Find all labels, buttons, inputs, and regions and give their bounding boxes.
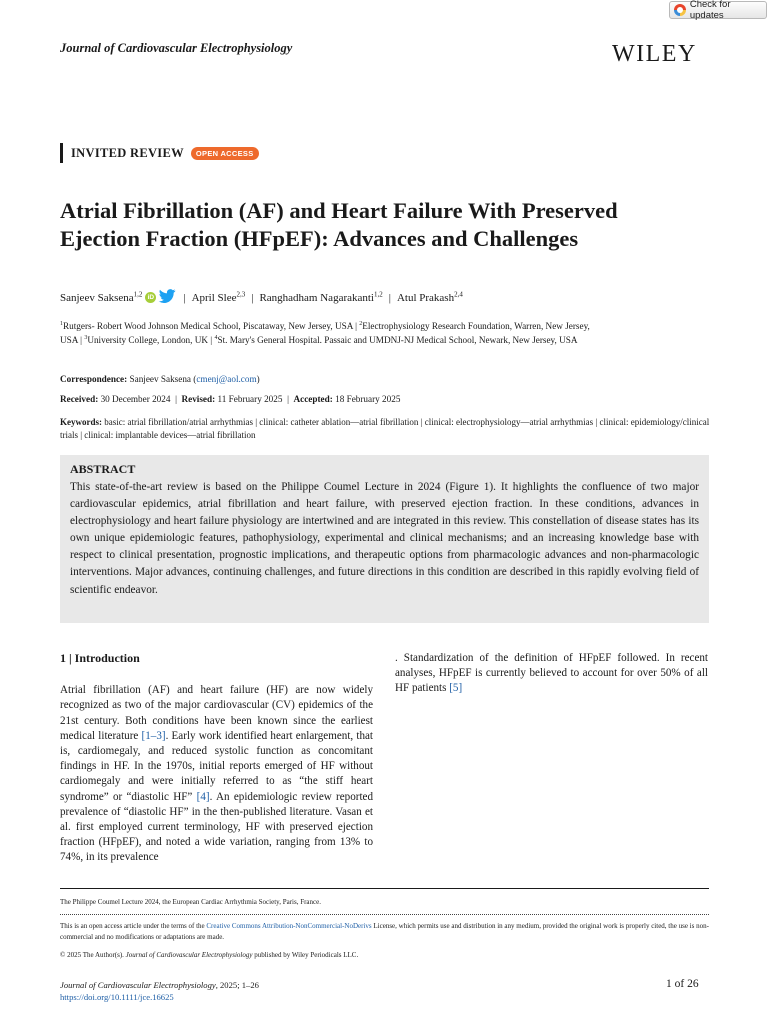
article-type (60, 143, 259, 163)
correspondence: Correspondence: Sanjeev Saksena (cmenj@aol.com) (60, 374, 260, 384)
article-dates: Received: 30 December 2024 | Revised: 11 February 2025 | Accepted: 18 February 2025 (60, 394, 401, 404)
page-number: 1 of 26 (666, 978, 699, 990)
doi-link[interactable]: https://doi.org/10.1111/jce.16625 (60, 992, 174, 1002)
abstract-heading: ABSTRACT (70, 462, 136, 476)
open-access-badge: OPEN ACCESS (191, 147, 259, 160)
footnote-dotted-divider (60, 914, 709, 915)
correspondence-email-link[interactable]: cmenj@aol.com (196, 374, 257, 384)
author-list: Sanjeev Saksena$^{1,2}$ iD | April Slee$^{2,3}$ | Ranghadham Nagarakanti$^{1,2}$ | Atul Prakash$^{2,4}$ (60, 289, 463, 306)
lecture-footnote: The Philippe Coumel Lecture 2024, the European Cardiac Arrhythmia Society, Paris, France. (60, 898, 322, 906)
article-type-label: INVITED REVIEW (71, 145, 184, 160)
body-column-right (395, 651, 708, 697)
article-type-bar (60, 143, 63, 163)
section-heading: 1 | Introduction (60, 651, 140, 665)
author-name[interactable]: Ranghadham Nagarakanti$^{1,2}$ (259, 289, 383, 304)
citation-link[interactable]: [4] (196, 790, 210, 803)
twitter-icon[interactable] (158, 289, 176, 306)
abstract-text: This state-of-the-art review is based on the Philippe Coumel Lecture in 2024 (Figure 1). It highlights the confluence of two major cardiovascular epidemics, atrial fibrillation and heart failure, with preserved ejection fraction. In these conditions, advances in electrophysiology and heart failure physiology are intertwined and are integrated in this review. This constellation of disease states has its own unique epidemiologic features, pathophysiology, experimental and clinical mechanisms; and an increasing knowledge base with respect to clinical presentation, prognostic implications, and therapeutic options from pharmacologic advances and non-pharmacologic interventions. Major advances, continuing challenges, and future directions in this condition are described in this rapidly evolving field of scientific endeavor. (70, 481, 699, 596)
author-name[interactable]: Sanjeev Saksena$^{1,2}$ (60, 289, 143, 304)
journal-name: Journal of Cardiovascular Electrophysiology (60, 41, 293, 55)
body-column-left (60, 651, 373, 866)
crossmark-icon (674, 4, 686, 16)
copyright-footnote: © 2025 The Author(s). Journal of Cardiovascular Electrophysiology published by Wiley Periodicals LLC. (60, 951, 359, 959)
license-footnote: This is an open access article under the terms of the Creative Commons Attribution-NonCommercial-NoDerivs License, which permits use and distribution in any medium, provided the original work is properly cited, the use is non-commercial and no modifications or adaptations are made. (60, 922, 709, 941)
keywords: Keywords: basic: atrial fibrillation/atrial arrhythmias | clinical: catheter ablation—atrial fibrillation | clinical: electrophysiology—atrial arrhythmias | clinical: epidemiology/clinical trials | clinical: implantable devices—atrial fibrillation (60, 417, 710, 440)
check-for-updates-label: Check for updates (689, 0, 731, 21)
author-name[interactable]: April Slee$^{2,3}$ (191, 289, 246, 304)
license-link[interactable]: Creative Commons Attribution-NonCommercial-NoDerivs (206, 922, 372, 930)
affiliations: $^1$Rutgers- Robert Wood Johnson Medical School, Piscataway, New Jersey, USA | $^2$Electrophysiology Research Foundation, Warren, New Jersey, USA | $^3$University College, London, UK | $^4$St. Mary's General Hospital. Passaic and UMDNJ-NJ Medical School, Newark, New Jersey, USA (60, 320, 590, 345)
intro-paragraph-continued: . Standardization of the definition of HFpEF followed. In recent analyses, HFpEF is currently believed to account for over 50% of all HF patients [5] (395, 652, 708, 695)
intro-paragraph: Atrial fibrillation (AF) and heart failure (HF) are now widely recognized as two of the major cardiovascular (CV) epidemics of the 21st century. Both conditions have been known since the earliest medical literature [1–3]. Early work identified heart enlargement, that is, cardiomegaly, and reduced systolic function as concomitant findings in HF. In the 1970s, initial reports emerged of HF without cardiomegaly and were initially referred to as “the stiff heart syndrome” or “diastolic HF” [4]. An epidemiologic review reported prevalence of “diastolic HF” in the then-published literature. Vasan et al. first employed current terminology, HF with preserved ejection fraction (HFpEF), and noted a wide variation, ranging from 13% to 74%, in its prevalence (60, 684, 373, 864)
abstract-box (60, 455, 709, 623)
publisher-logo: WILEY (612, 41, 697, 67)
citation-link[interactable]: [5] (449, 682, 463, 695)
footnote-divider (60, 888, 709, 889)
article-title: Atrial Fibrillation (AF) and Heart Failure With Preserved Ejection Fraction (HFpEF): Advances and Challenges (60, 198, 618, 251)
orcid-icon[interactable]: iD (145, 292, 156, 303)
page-footer-citation: Journal of Cardiovascular Electrophysiology, 2025; 1–26 https://doi.org/10.1111/jce.16625 (60, 980, 259, 1002)
author-name[interactable]: Atul Prakash$^{2,4}$ (396, 289, 463, 304)
citation-link[interactable]: [1–3] (141, 729, 166, 742)
check-for-updates-button[interactable] (669, 1, 767, 19)
